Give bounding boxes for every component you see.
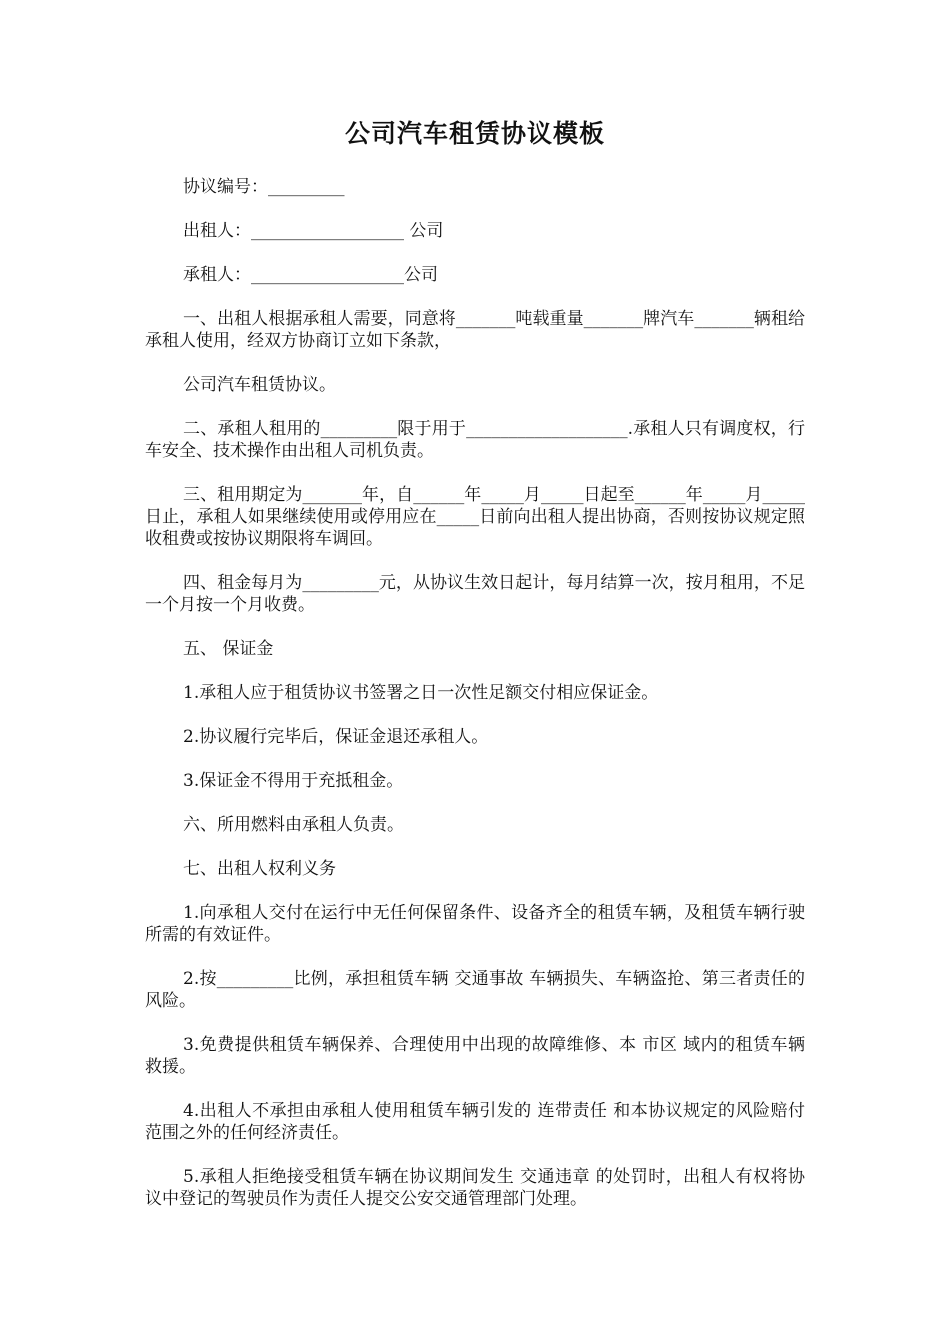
clause-7-item-2: 2.按_________比例，承担租赁车辆 交通事故 车辆损失、车辆盗抢、第三者责任的风险。 — [145, 969, 805, 1011]
clause-3: 三、租用期定为_______年，自______年_____月_____日起至______年_____月_____日止，承租人如果继续使用或停用应在_____日前向出租人提出协商，否则按协议规定照收租费或按协议期限将车调回。 — [145, 485, 805, 549]
agreement-note: 公司汽车租赁协议。 — [183, 375, 336, 395]
clause-2: 二、承租人租用的_________限于用于___________________.承租人只有调度权，行车安全、技术操作由出租人司机负责。 — [145, 419, 805, 461]
clause-5-heading: 五、 保证金 — [183, 639, 274, 659]
agreement-number-line: 协议编号：_________ — [183, 177, 345, 197]
clause-1: 一、出租人根据承租人需要，同意将_______吨载重量_______牌汽车_______辆租给承租人使用，经双方协商订立如下条款， — [145, 309, 805, 351]
clause-7-item-3: 3.免费提供租赁车辆保养、合理使用中出现的故障维修、本 市区 域内的租赁车辆救援。 — [145, 1035, 805, 1077]
clause-6: 六、所用燃料由承租人负责。 — [183, 815, 404, 835]
document-title: 公司汽车租赁协议模板 — [344, 119, 605, 148]
clause-4: 四、租金每月为_________元，从协议生效日起计，每月结算一次，按月租用，不足一个月按一个月收费。 — [145, 573, 805, 615]
clause-5-item-3: 3.保证金不得用于充抵租金。 — [183, 771, 404, 791]
clause-7-item-1: 1.向承租人交付在运行中无任何保留条件、设备齐全的租赁车辆，及租赁车辆行驶所需的有效证件。 — [145, 903, 805, 945]
clause-7-item-5: 5.承租人拒绝接受租赁车辆在协议期间发生 交通违章 的处罚时，出租人有权将协议中登记的驾驶员作为责任人提交公安交通管理部门处理。 — [145, 1167, 805, 1209]
clause-7-heading: 七、出租人权利义务 — [183, 859, 336, 879]
lessee-line: 承租人：__________________公司 — [183, 265, 438, 285]
clause-7-item-4: 4.出租人不承担由承租人使用租赁车辆引发的 连带责任 和本协议规定的风险赔付范围之外的任何经济责任。 — [145, 1101, 805, 1143]
clause-5-item-1: 1.承租人应于租赁协议书签署之日一次性足额交付相应保证金。 — [183, 683, 659, 703]
lessor-line: 出租人：__________________ 公司 — [183, 221, 444, 241]
clause-5-item-2: 2.协议履行完毕后，保证金退还承租人。 — [183, 727, 489, 747]
